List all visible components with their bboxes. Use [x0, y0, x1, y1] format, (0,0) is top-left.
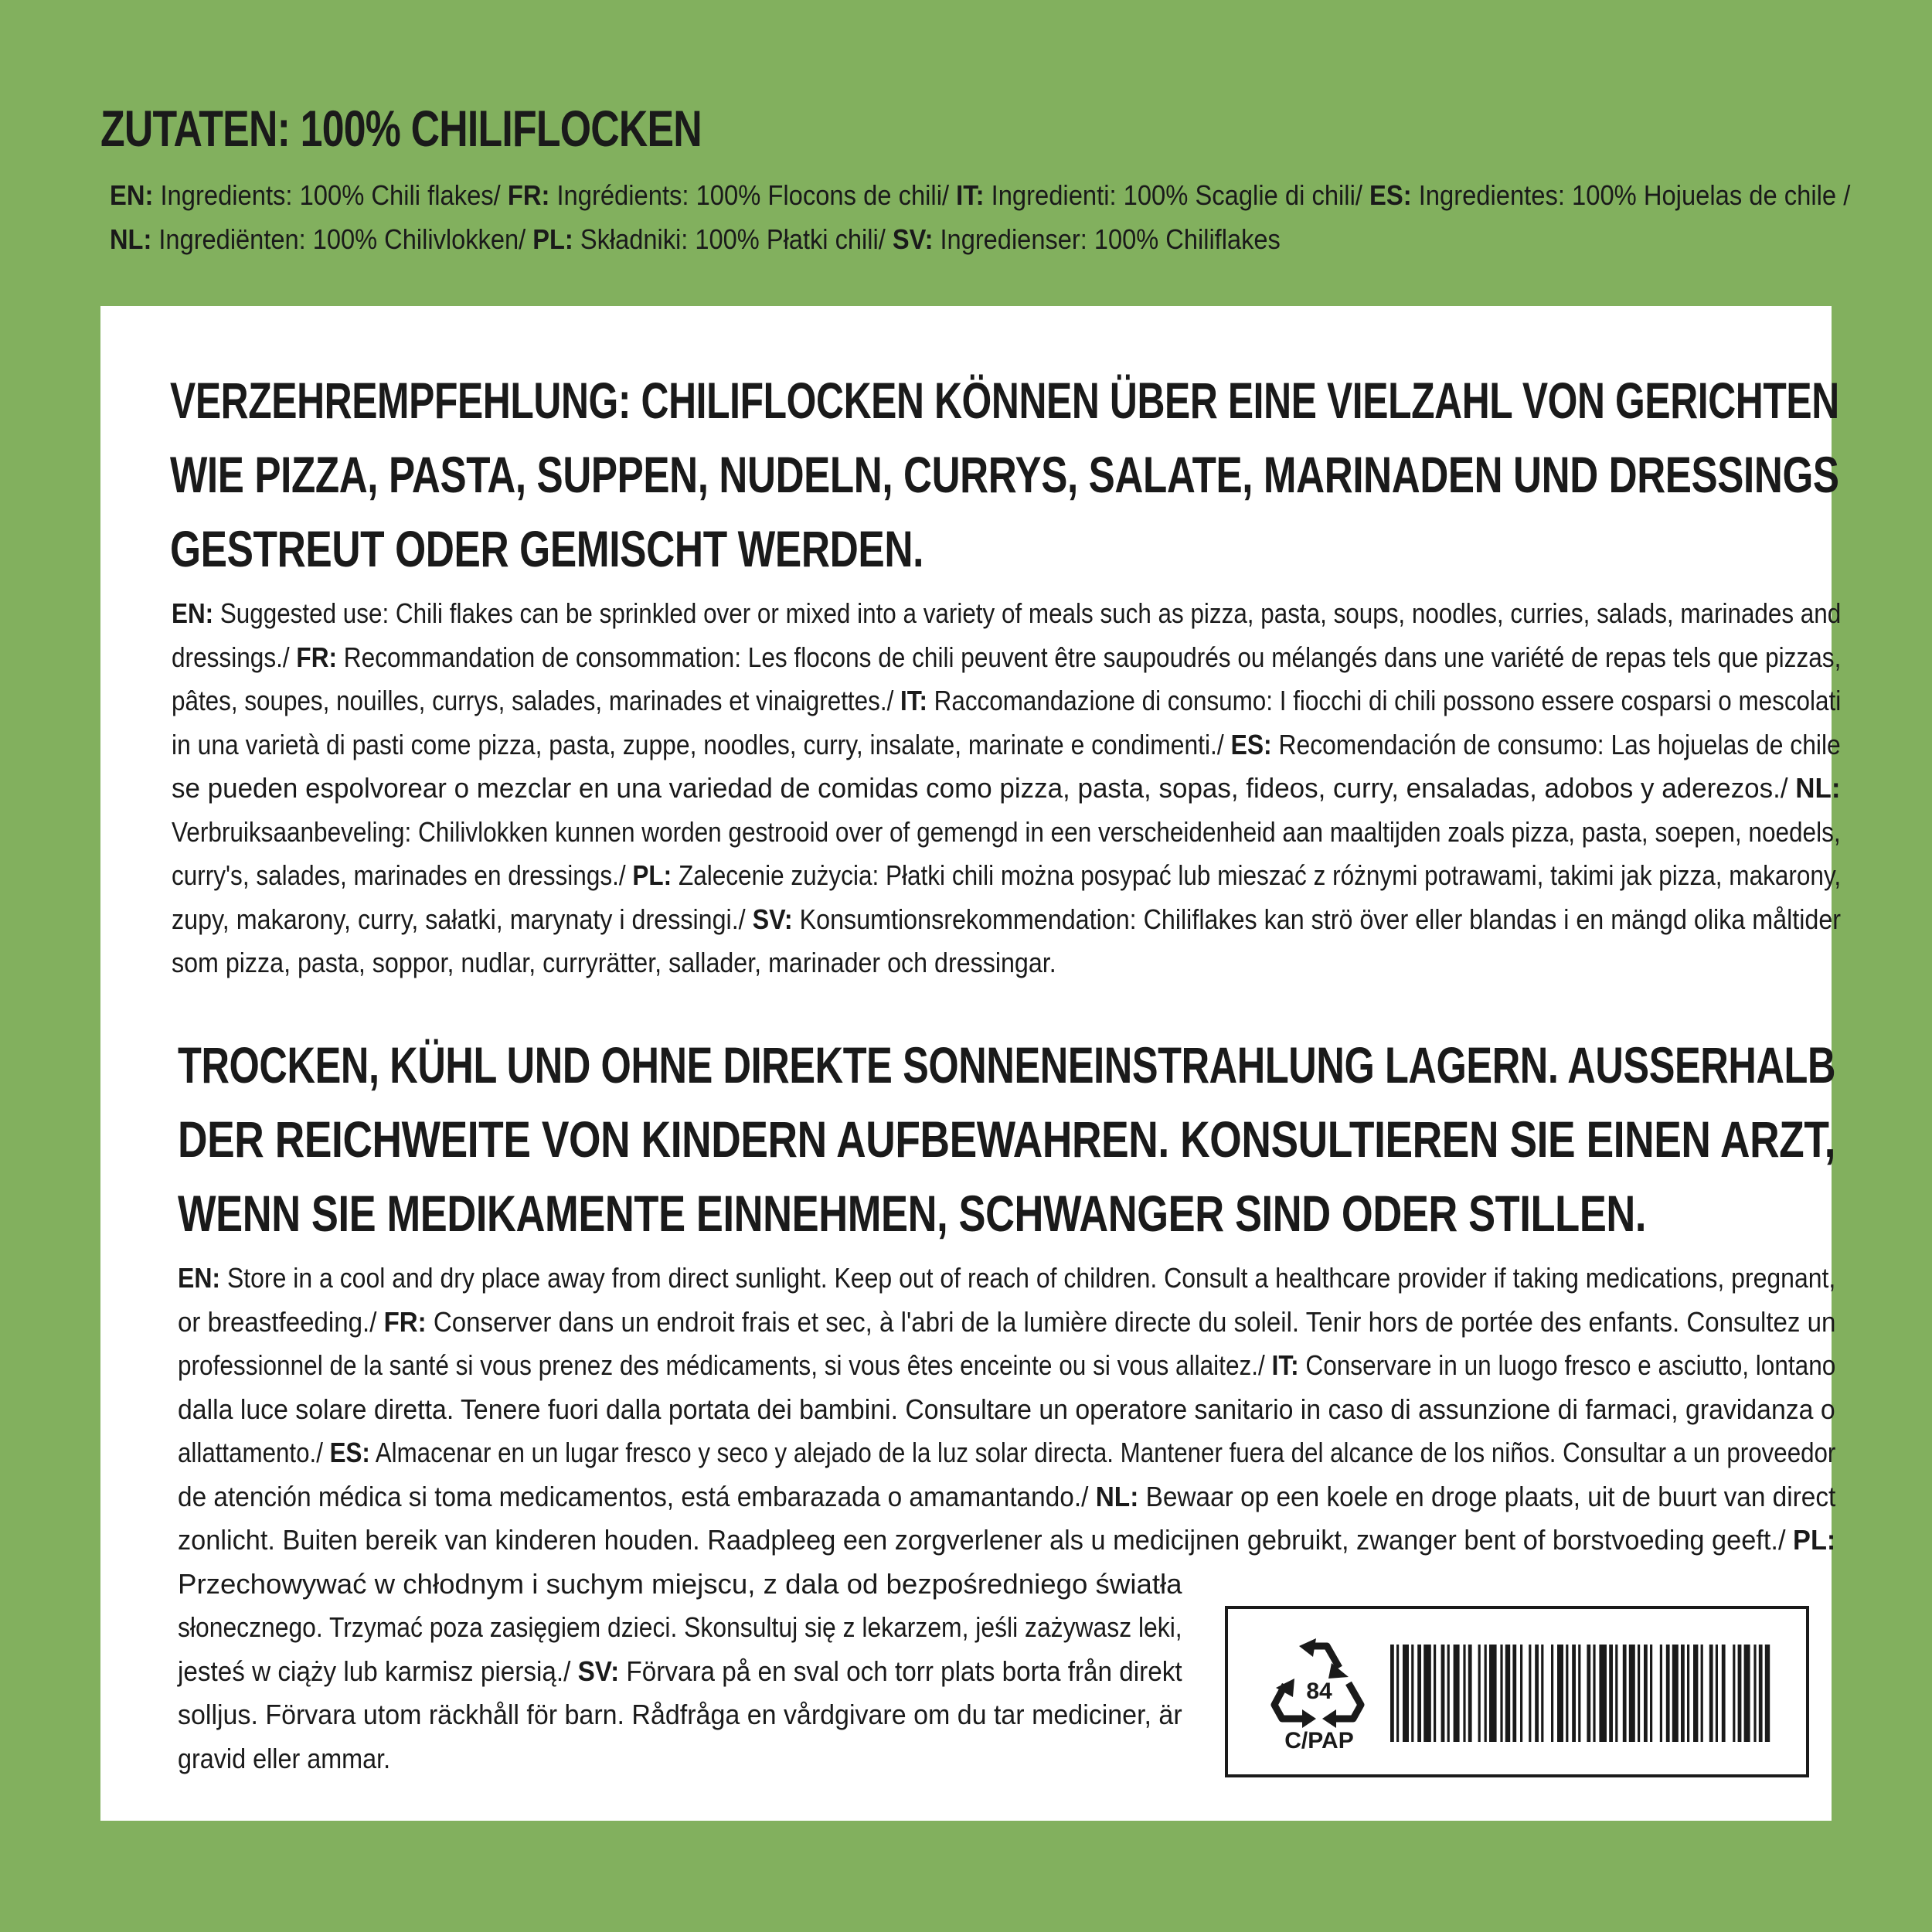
recycle-icon — [1265, 1635, 1373, 1751]
body-line — [172, 854, 1846, 898]
body-line — [178, 1431, 1835, 1475]
text-segment: Conserver dans un endroit frais et sec, à l'abri de la lumière directe du soleil. Tenir hors de portée des enfants. Consultez un — [426, 1305, 1836, 1338]
barcode-bar — [1557, 1645, 1563, 1742]
usage-heading — [170, 363, 1932, 586]
heading-line: WENN SIE MEDIKAMENTE EINNEHMEN, SCHWANGER SIND ODER STILLEN. — [178, 1185, 1647, 1242]
text-segment: Ingredientes: 100% Hojuelas de chile / — [1411, 179, 1851, 211]
barcode-bar — [1623, 1645, 1627, 1742]
barcode-bar — [1709, 1645, 1713, 1742]
barcode — [1390, 1645, 1784, 1742]
barcode-bar — [1468, 1645, 1472, 1742]
barcode-bar — [1529, 1645, 1531, 1742]
barcode-bar — [1489, 1645, 1497, 1742]
language-code: EN: — [110, 179, 154, 211]
language-code: IT: — [1271, 1349, 1299, 1381]
text-segment: Almacenar en un lugar fresco y seco y alejado de la luz solar directa. Mantener fuera del alcance de los niños. Consultar a un proveedor — [369, 1437, 1836, 1468]
language-code: EN: — [178, 1262, 221, 1294]
text-segment: gravid eller ammar. — [178, 1742, 391, 1774]
barcode-bar — [1541, 1645, 1543, 1742]
barcode-bar — [1434, 1645, 1436, 1742]
barcode-bar — [1411, 1645, 1413, 1742]
text-segment: Ingredienser: 100% Chiliflakes — [933, 223, 1281, 255]
heading-line: DER REICHWEITE VON KINDERN AUFBEWAHREN. KONSULTIEREN SIE EINEN ARZT, — [178, 1111, 1836, 1168]
barcode-bar — [1629, 1645, 1635, 1742]
barcode-bar — [1609, 1645, 1613, 1742]
barcode-bar — [1587, 1645, 1590, 1742]
text-segment: Suggested use: Chili flakes can be sprinkled over or mixed into a variety of meals such as pizza, pasta, soups, noodles, curries, salads, marinades and — [213, 597, 1842, 629]
barcode-bar — [1390, 1645, 1394, 1742]
ingredients-title: ZUTATEN: 100% CHILIFLOCKEN — [100, 100, 702, 157]
language-code: NL: — [110, 223, 152, 255]
usage-body — [172, 592, 1932, 985]
body-line — [178, 1257, 1872, 1301]
language-code: NL: — [1795, 772, 1841, 804]
barcode-bar — [1738, 1645, 1742, 1742]
barcode-bar — [1417, 1645, 1421, 1742]
language-code: EN: — [172, 597, 214, 629]
barcode-bar — [1744, 1645, 1750, 1742]
language-code: PL: — [1793, 1524, 1836, 1556]
body-line — [172, 898, 1886, 942]
barcode-bar — [1396, 1645, 1399, 1742]
barcode-bar — [1447, 1645, 1450, 1742]
barcode-bar — [1599, 1645, 1607, 1742]
body-line — [172, 636, 1849, 680]
barcode-bar — [1423, 1645, 1431, 1742]
text-segment: Conservare in un luogo fresco e asciutto, lontano — [1298, 1349, 1836, 1381]
text-segment: allattamento./ — [178, 1437, 330, 1468]
recycle-number: 84 — [1306, 1679, 1332, 1704]
text-segment: Raccomandazione di consumo: I fiocchi di chili possono essere cosparsi o mescolati — [927, 685, 1842, 716]
body-line — [172, 767, 1932, 811]
text-segment: Zalecenie zużycia: Płatki chili można posypać lub mieszać z różnymi potrawami, takimi jak pizza, makarony, — [672, 859, 1842, 891]
text-segment: jesteś w ciąży lub karmisz piersią./ — [178, 1655, 578, 1687]
language-code: PL: — [532, 223, 573, 255]
text-segment: Bewaar op een koele en droge plaats, uit de buurt van direct — [1138, 1480, 1836, 1512]
language-code: FR: — [296, 641, 338, 673]
text-segment: zonlicht. Buiten bereik van kinderen houden. Raadpleeg een zorgverlener als u medicijnen gebruikt, zwanger bent of borstvoeding geeft./ — [178, 1524, 1794, 1556]
text-segment: Store in a cool and dry place away from direct sunlight. Keep out of reach of children. Consult a healthcare provider if taking medications, pregnant, — [220, 1262, 1836, 1294]
heading-line: TROCKEN, KÜHL UND OHNE DIREKTE SONNENEINSTRAHLUNG LAGERN. AUSSERHALB — [178, 1036, 1836, 1094]
text-segment: curry's, salades, marinades en dressings./ — [172, 859, 633, 891]
barcode-bar — [1681, 1645, 1685, 1742]
body-line — [178, 1475, 1932, 1519]
barcode-bar — [1672, 1645, 1679, 1742]
language-code: SV: — [752, 903, 793, 935]
storage-heading — [178, 1028, 1932, 1250]
heading-line: VERZEHREMPFEHLUNG: CHILIFLOCKEN KÖNNEN ÜBER EINE VIELZAHL VON GERICHTEN — [170, 372, 1839, 429]
barcode-bar — [1551, 1645, 1553, 1742]
text-segment: Przechowywać w chłodnym i suchym miejscu, z dala od bezpośredniego światła — [178, 1567, 1182, 1600]
text-segment: Ingrediënten: 100% Chilivlokken/ — [151, 223, 533, 255]
barcode-bar — [1485, 1645, 1487, 1742]
recycling-barcode-box — [1225, 1606, 1809, 1777]
language-code: FR: — [507, 179, 550, 211]
heading-line: WIE PIZZA, PASTA, SUPPEN, NUDELN, CURRYS, SALATE, MARINADEN UND DRESSINGS — [170, 446, 1839, 503]
text-segment: Składniki: 100% Płatki chili/ — [573, 223, 893, 255]
barcode-bar — [1753, 1645, 1756, 1742]
barcode-bar — [1578, 1645, 1580, 1742]
heading-line: GESTREUT ODER GEMISCHT WERDEN. — [170, 520, 924, 577]
barcode-bar — [1759, 1645, 1763, 1742]
barcode-bar — [1441, 1645, 1445, 1742]
language-code: ES: — [329, 1437, 370, 1468]
text-segment: Recomendación de consumo: Las hojuelas de chile — [1271, 728, 1841, 760]
body-line — [178, 1301, 1930, 1345]
text-segment: Ingredienti: 100% Scaglie di chili/ — [984, 179, 1370, 211]
ingredients-line-2 — [110, 217, 1692, 261]
barcode-bar — [1454, 1645, 1460, 1742]
barcode-bar — [1765, 1645, 1770, 1742]
barcode-bar — [1666, 1645, 1670, 1742]
barcode-bar — [1733, 1645, 1735, 1742]
text-segment: dressings./ — [172, 641, 297, 673]
barcode-bar — [1478, 1645, 1481, 1742]
text-segment: se pueden espolvorear o mezclar en una variedad de comidas como pizza, pasta, sopas, fideos, curry, ensaladas, adobos y aderezos./ — [172, 772, 1796, 804]
language-code: SV: — [892, 223, 934, 255]
body-line — [172, 592, 1841, 636]
text-segment: dalla luce solare diretta. Tenere fuori dalla portata dei bambini. Consultare un operatore sanitario in caso di assunzione di farmaci, gravidanza o — [178, 1393, 1835, 1425]
text-segment: in una varietà di pasti come pizza, pasta, zuppe, noodles, curry, insalate, marinate e condimenti./ — [172, 728, 1231, 760]
language-code: FR: — [383, 1305, 427, 1338]
ingredients-translations — [110, 173, 1856, 261]
text-segment: de atención médica si toma medicamentos, está embarazada o amamantando./ — [178, 1480, 1096, 1512]
barcode-bar — [1500, 1645, 1502, 1742]
text-segment: professionnel de la santé si vous prenez des médicaments, si vous êtes enceinte ou si vous allaitez./ — [178, 1349, 1272, 1381]
text-segment: or breastfeeding./ — [178, 1305, 384, 1338]
barcode-bar — [1535, 1645, 1539, 1742]
barcode-bar — [1615, 1645, 1617, 1742]
barcode-bar — [1638, 1645, 1640, 1742]
barcode-bar — [1722, 1645, 1726, 1742]
body-line — [172, 941, 1884, 985]
barcode-bar — [1693, 1645, 1698, 1742]
barcode-bar — [1566, 1645, 1568, 1742]
body-line — [178, 1563, 1932, 1607]
text-segment: słonecznego. Trzymać poza zasięgiem dzieci. Skonsultuj się z lekarzem, jeśli zażywasz leki, — [178, 1611, 1182, 1643]
barcode-bar — [1644, 1645, 1648, 1742]
body-line — [172, 679, 1841, 723]
barcode-bar — [1572, 1645, 1576, 1742]
language-code: NL: — [1095, 1480, 1139, 1512]
body-line — [178, 1388, 1932, 1432]
body-line — [172, 723, 1863, 767]
barcode-bar — [1660, 1645, 1662, 1742]
body-line — [178, 1519, 1932, 1563]
barcode-bar — [1512, 1645, 1516, 1742]
text-segment: zupy, makarony, curry, sałatki, marynaty i dressingi./ — [172, 903, 753, 935]
barcode-bar — [1701, 1645, 1703, 1742]
barcode-bar — [1716, 1645, 1718, 1742]
barcode-bar — [1650, 1645, 1652, 1742]
text-segment: Förvara på en sval och torr plats borta från direkt — [619, 1655, 1182, 1687]
recycle-code: C/PAP — [1284, 1728, 1354, 1751]
text-segment: Ingrédients: 100% Flocons de chili/ — [549, 179, 957, 211]
language-code: ES: — [1369, 179, 1412, 211]
text-segment: Verbruiksaanbeveling: Chilivlokken kunnen worden gestrooid over of gemengd in een verscheidenheid aan maaltijden zoals pizza, pasta, soepen, noedels, — [172, 815, 1841, 848]
barcode-bar — [1505, 1645, 1510, 1742]
barcode-bar — [1520, 1645, 1522, 1742]
barcode-bar — [1593, 1645, 1595, 1742]
text-segment: Recommandation de consommation: Les flocons de chili peuvent être saupoudrés ou mélangés dans une variété de repas tels que pizzas, — [337, 641, 1842, 673]
body-line — [178, 1344, 1849, 1388]
barcode-bar — [1687, 1645, 1689, 1742]
language-code: IT: — [956, 179, 985, 211]
language-code: PL: — [632, 859, 672, 891]
text-segment: Konsumtionsrekommendation: Chiliflakes kan strö över eller blandas i en mängd olika måltider — [792, 903, 1842, 935]
text-segment: Ingredients: 100% Chili flakes/ — [153, 179, 508, 211]
language-code: IT: — [900, 685, 927, 716]
barcode-bar — [1403, 1645, 1409, 1742]
ingredients-line-1 — [110, 173, 1851, 217]
language-code: ES: — [1230, 728, 1272, 760]
barcode-bar — [1463, 1645, 1465, 1742]
text-segment: solljus. Förvara utom räckhåll för barn. Rådfråga en vårdgivare om du tar mediciner, är — [178, 1699, 1182, 1730]
body-line — [172, 811, 1847, 855]
text-segment: som pizza, pasta, soppor, nudlar, curryrätter, sallader, marinader och dressingar. — [172, 947, 1056, 978]
language-code: SV: — [577, 1655, 620, 1687]
text-segment: pâtes, soupes, nouilles, currys, salades, marinades et vinaigrettes./ — [172, 685, 901, 716]
